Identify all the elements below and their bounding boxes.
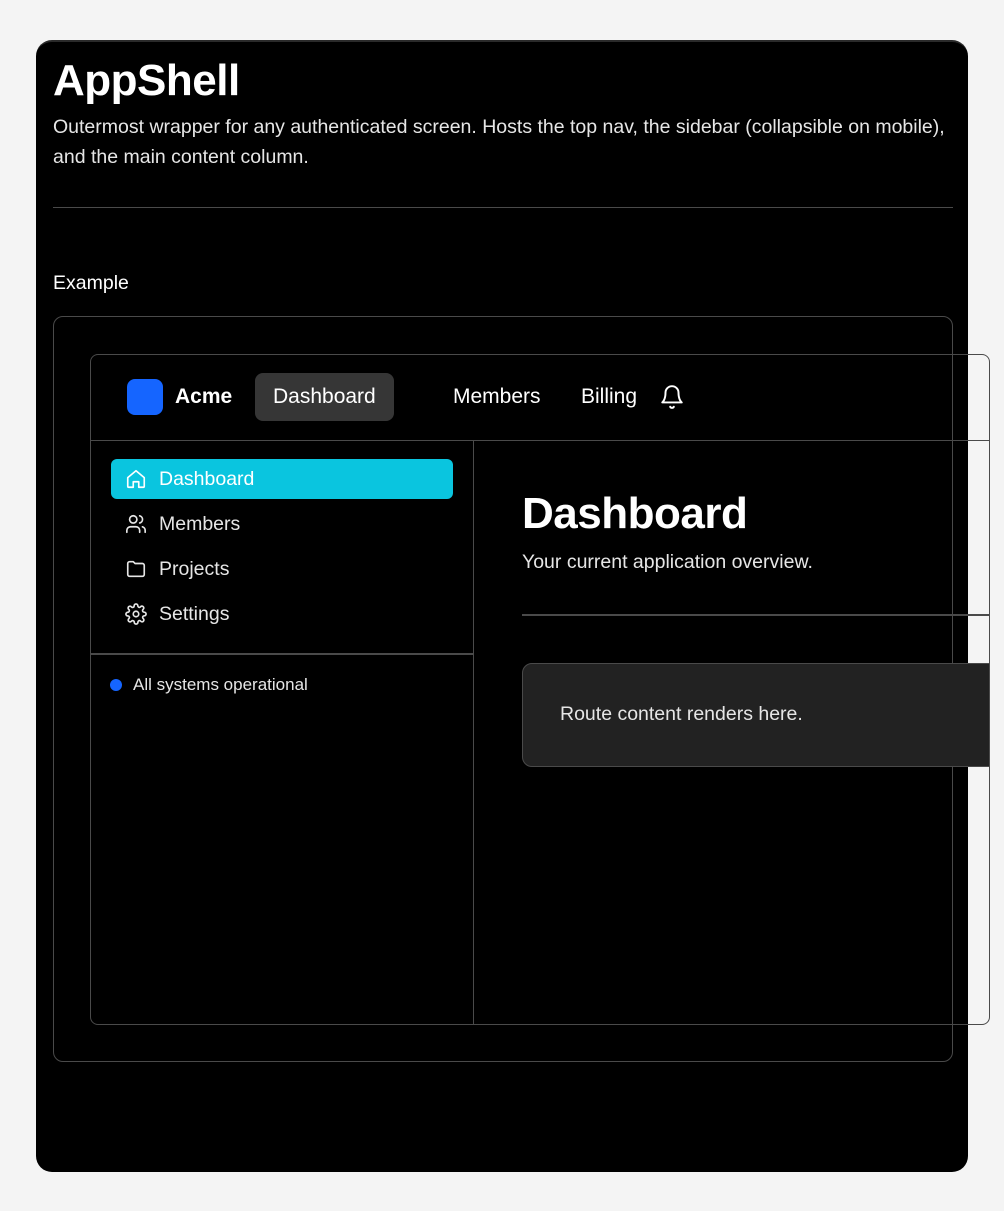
sidebar: [91, 441, 474, 1024]
page-subtitle: Your current application overview.: [522, 551, 813, 573]
page-title: Dashboard: [522, 489, 748, 538]
logo-mark: [127, 379, 163, 415]
users-icon: [125, 513, 147, 535]
doc-divider: [53, 207, 953, 208]
brand-name: Acme: [175, 385, 233, 408]
main-content: [475, 441, 989, 1024]
doc-title: AppShell: [53, 56, 240, 105]
sidebar-item-settings[interactable]: [111, 594, 453, 634]
sidebar-divider: [91, 653, 474, 655]
home-icon: [125, 468, 147, 490]
sidebar-item-label: Dashboard: [159, 468, 255, 490]
sidebar-item-label: Settings: [159, 603, 230, 625]
top-nav: [91, 355, 989, 441]
route-outlet-card: [522, 663, 990, 767]
sidebar-item-dashboard[interactable]: [111, 459, 453, 499]
status-dot-icon: [110, 679, 122, 691]
sidebar-item-members[interactable]: [111, 504, 453, 544]
sidebar-item-label: Members: [159, 513, 241, 535]
topnav-dashboard[interactable]: Dashboard: [255, 373, 394, 421]
example-label: Example: [53, 272, 129, 294]
app-shell: [90, 354, 990, 1025]
route-placeholder-text: Route content renders here.: [560, 703, 803, 725]
doc-description: Outermost wrapper for any authenticated screen. Hosts the top nav, the sidebar (collapsible on mobile), and the main content column.: [53, 116, 945, 168]
folder-icon: [125, 558, 147, 580]
topnav-members[interactable]: Members: [453, 385, 541, 408]
gear-icon: [125, 603, 147, 625]
sidebar-item-projects[interactable]: [111, 549, 453, 589]
status-text: All systems operational: [133, 675, 308, 694]
topnav-billing[interactable]: Billing: [581, 385, 638, 408]
bell-icon[interactable]: [659, 384, 685, 410]
main-divider: [522, 614, 990, 616]
sidebar-item-label: Projects: [159, 558, 230, 580]
